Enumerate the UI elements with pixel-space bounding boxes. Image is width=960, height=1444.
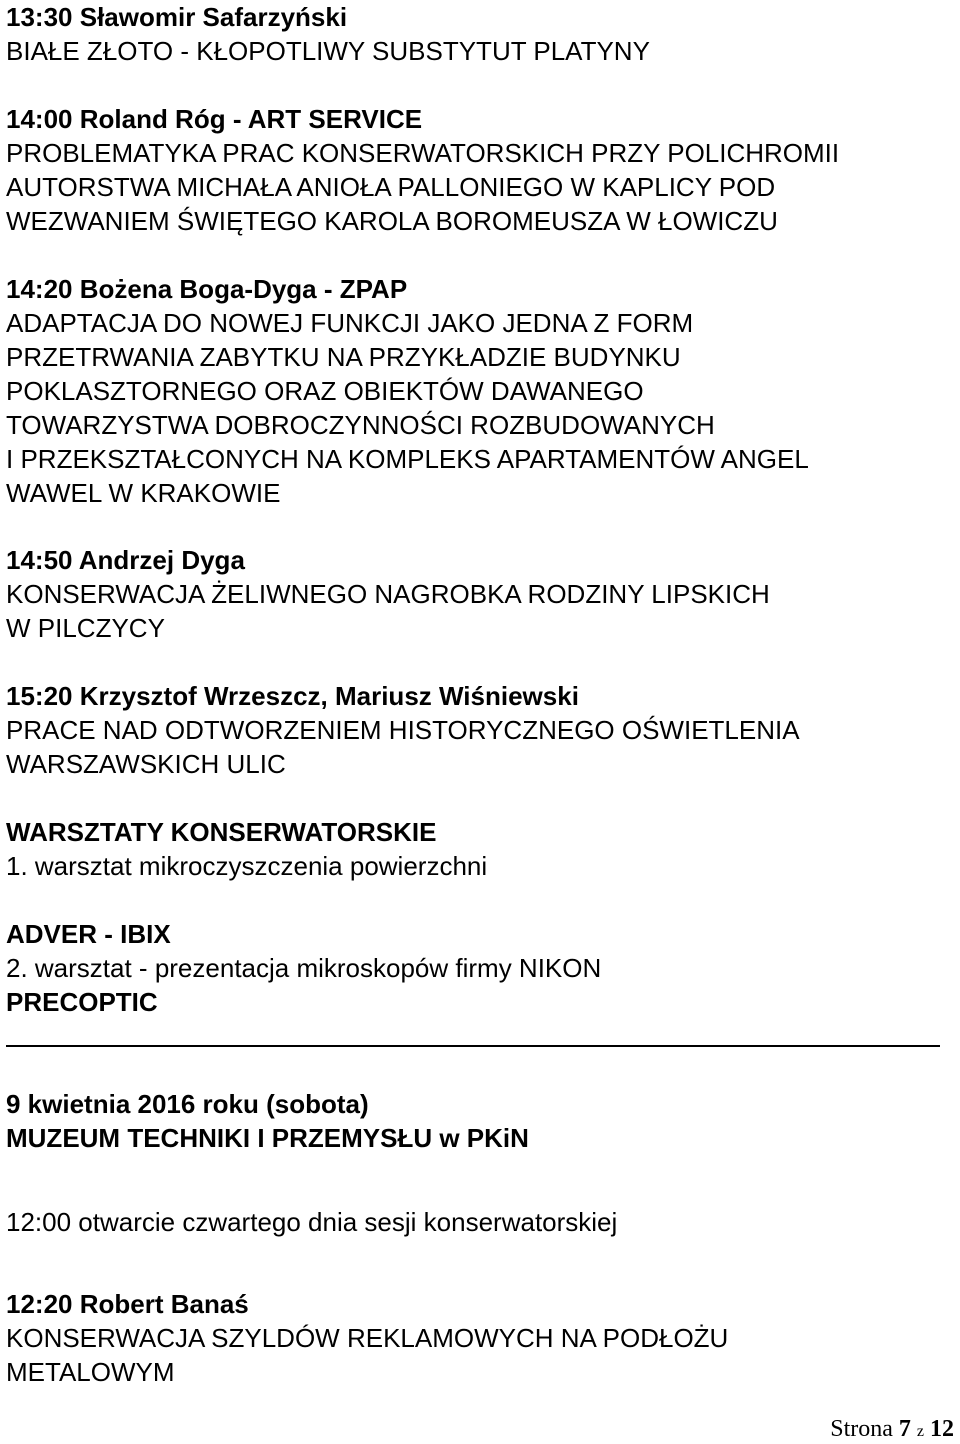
session-time-speaker: 15:20 Krzysztof Wrzeszcz, Mariusz Wiśniewski bbox=[6, 681, 579, 711]
session-title-line: I PRZEKSZTAŁCONYCH NA KOMPLEKS APARTAMENTÓW ANGEL bbox=[6, 444, 809, 474]
session-title-line: ADAPTACJA DO NOWEJ FUNKCJI JAKO JEDNA Z FORM bbox=[6, 308, 694, 338]
session-title-line: KONSERWACJA SZYLDÓW REKLAMOWYCH NA PODŁOŻU bbox=[6, 1323, 729, 1353]
session-title-line: WAWEL W KRAKOWIE bbox=[6, 478, 281, 508]
session-time-speaker: 13:30 Sławomir Safarzyński bbox=[6, 2, 348, 32]
session-time-speaker: 14:50 Andrzej Dyga bbox=[6, 545, 245, 575]
page-number bbox=[830, 1417, 954, 1444]
session-title-line: WEZWANIEM ŚWIĘTEGO KAROLA BOROMEUSZA W ŁOWICZU bbox=[6, 206, 778, 236]
day-venue: MUZEUM TECHNIKI I PRZEMYSŁU w PKiN bbox=[6, 1123, 529, 1153]
workshop-item: 2. warsztat - prezentacja mikroskopów firmy NIKON bbox=[6, 953, 602, 983]
workshops-heading: WARSZTATY KONSERWATORSKIE bbox=[6, 817, 437, 847]
workshop-company: PRECOPTIC bbox=[6, 987, 158, 1017]
day-date: 9 kwietnia 2016 roku (sobota) bbox=[6, 1089, 369, 1119]
session-time-speaker: 12:20 Robert Banaś bbox=[6, 1289, 249, 1319]
session-title-line: AUTORSTWA MICHAŁA ANIOŁA PALLONIEGO W KAPLICY POD bbox=[6, 172, 776, 202]
session-time-speaker: 14:00 Roland Róg - ART SERVICE bbox=[6, 104, 423, 134]
day-opening: 12:00 otwarcie czwartego dnia sesji konserwatorskiej bbox=[6, 1207, 618, 1237]
page-current: 7 bbox=[898, 1416, 911, 1442]
session-title-line: W PILCZYCY bbox=[6, 613, 165, 643]
workshop-item: 1. warsztat mikroczyszczenia powierzchni bbox=[6, 851, 488, 881]
session-title-line: KONSERWACJA ŻELIWNEGO NAGROBKA RODZINY LIPSKICH bbox=[6, 579, 770, 609]
session-title-line: PRACE NAD ODTWORZENIEM HISTORYCZNEGO OŚWIETLENIA bbox=[6, 715, 800, 745]
session-time-speaker: 14:20 Bożena Boga-Dyga - ZPAP bbox=[6, 274, 408, 304]
session-title-line: PRZETRWANIA ZABYTKU NA PRZYKŁADZIE BUDYNKU bbox=[6, 342, 681, 372]
session-title-line: POKLASZTORNEGO ORAZ OBIEKTÓW DAWANEGO bbox=[6, 376, 644, 406]
page-separator: z bbox=[916, 1423, 924, 1440]
page-total: 12 bbox=[930, 1416, 954, 1442]
session-title-line: PROBLEMATYKA PRAC KONSERWATORSKICH PRZY POLICHROMII bbox=[6, 138, 840, 168]
workshop-company: ADVER - IBIX bbox=[6, 919, 171, 949]
section-divider bbox=[6, 1045, 940, 1047]
page-label: Strona bbox=[830, 1416, 893, 1442]
session-title-line: METALOWYM bbox=[6, 1357, 175, 1387]
session-title-line: WARSZAWSKICH ULIC bbox=[6, 749, 286, 779]
session-title-line: BIAŁE ZŁOTO - KŁOPOTLIWY SUBSTYTUT PLATYNY bbox=[6, 36, 650, 66]
session-title-line: TOWARZYSTWA DOBROCZYNNOŚCI ROZBUDOWANYCH bbox=[6, 410, 715, 440]
